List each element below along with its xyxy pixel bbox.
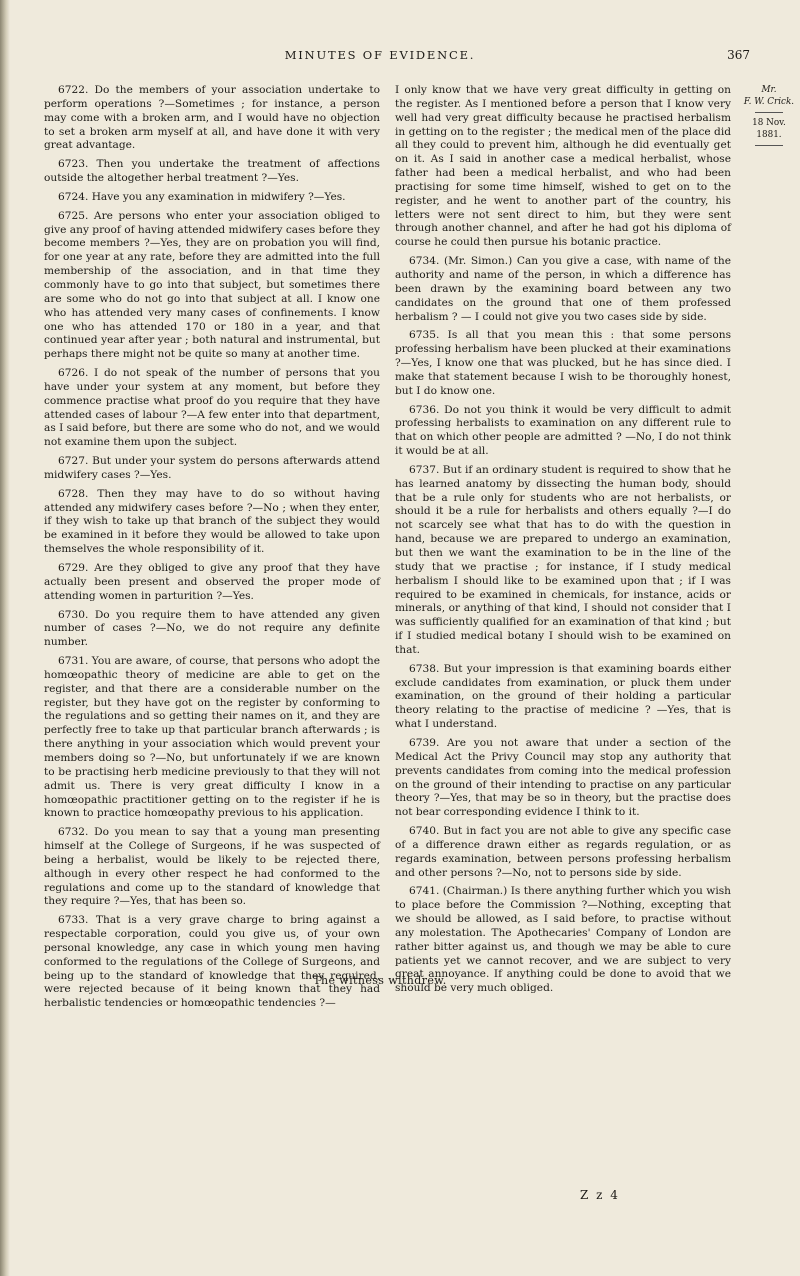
- page-binding-edge: [0, 0, 10, 1276]
- paragraph: 6729. Are they obliged to give any proof that they have actually been present and observed the proper mode of attending women in parturition ?—Yes.: [44, 562, 380, 602]
- paragraph: 6733. That is a very grave charge to bring against a respectable corporation, could you give us, of your own personal knowledge, any case in which young men having conformed to the regulations of the College of Surgeons, and being up to the standard of knowledge that they required, were rejected because of it being known that they had herbalistic tendencies or homœopathic tendencies ?—: [44, 914, 380, 1010]
- witness-date: 18 Nov. 1881.: [752, 118, 786, 140]
- paragraph: 6735. Is all that you mean this : that some persons professing herbalism have been plucked at their examinations ?—Yes, I know one that was plucked, but he has since died. I make that statement because I wish to be thoroughly honest, but I do know one.: [395, 329, 731, 397]
- divider: [755, 112, 783, 113]
- page-header: [0, 48, 800, 68]
- paragraph: 6732. Do you mean to say that a young man presenting himself at the College of Surgeons, if he was suspected of being a herbalist, would be likely to be rejected there, although in every other respect he had conformed to the regulations and come up to the standard of knowledge that they require ?—Yes, that has been so.: [44, 826, 380, 908]
- paragraph: 6737. But if an ordinary student is required to show that he has learned anatomy by dissecting the human body, should that be a rule only for students who are not herbalists, or should it be a rule for herbalists and others equally ?—I do not scarcely see what that has to do with the question in hand, because we are prepared to undergo an examination, but then we want the examination to be in the line of the study that we practise ; for instance, if I study medical herbalism I should like to be examined upon that ; if I was required to be examined in chemicals, for instance, acids or minerals, or anything of that kind, I should not consider that I was sufficiently qualified for an examination of that kind ; but if I studied medical botany I should wish to be examined on that.: [395, 463, 731, 656]
- paragraph: 6741. (Chairman.) Is there anything further which you wish to place before the Commission ?—Nothing, excepting that we should be allowed, as I said before, to practise without any molestation. The Apothecaries' Company of London are rather bitter against us, and though we may be able to cure patients yet we cannot recover, and we are subject to very great annoyance. If anything could be done to avoid that we should be very much obliged.: [395, 885, 731, 995]
- signature-mark: Z z 4: [580, 1188, 620, 1202]
- divider: [755, 145, 783, 146]
- paragraph: 6724. Have you any examination in midwifery ?—Yes.: [58, 190, 346, 203]
- closing-line: The witness withdrew.: [313, 974, 447, 987]
- margin-note: [740, 84, 798, 150]
- paragraph: 6727. But under your system do persons afterwards attend midwifery cases ?—Yes.: [44, 455, 380, 481]
- running-title: MINUTES OF EVIDENCE.: [284, 48, 476, 62]
- paragraph: 6731. You are aware, of course, that persons who adopt the homœopathic theory of medicine are able to get on the register, and that there are a considerable number on the register, but they have got on the register by conforming to the regulations and so getting their names on it, and they are perfectly free to take up that particular branch afterwards ; is there anything in your association which would prevent your members doing so ?—No, but unfortunately if we are known to be practising herb medicine previously to that they will not admit us. There is very great difficulty I know in a homœopathic practitioner getting on to the register if he is known to practice homœopathy previous to his application.: [44, 655, 380, 820]
- right-column: [395, 84, 731, 1001]
- witness-name: F. W. Crick.: [743, 97, 795, 107]
- paragraph: 6726. I do not speak of the number of persons that you have under your system at any moment, but before they commence practise what proof do you require that they have attended cases of labour ?—A few enter into that department, as I said before, but there are some who do not, and we would not examine them upon the subject.: [44, 367, 380, 449]
- witness-title: Mr.: [761, 85, 777, 95]
- paragraph: 6739. Are you not aware that under a section of the Medical Act the Privy Council may stop any authority that prevents candidates from coming into the medical profession on the ground of their intending to practise on any particular theory ?—Yes, that may be so in theory, but the practise does not bear corresponding evidence I think to it.: [395, 736, 731, 819]
- paragraph: 6725. Are persons who enter your association obliged to give any proof of having attended midwifery cases before they become members ?—Yes, they are on probation you will find, for one year at any rate, before they are admitted into the full membership of the association, and in that time they commonly have to go into that subject, but sometimes there are some who do not go into that subject at all. I know one who has attended very many cases of confinements. I know one who has attended 170 or 180 in a year, and that continued year after year ; both natural and instrumental, but perhaps there might not be quite so many at another time.: [44, 209, 380, 361]
- paragraph: 6740. But in fact you are not able to give any specific case of a difference drawn either as regards regulation, or as regards examination, between persons professing herbalism and other persons ?—No, not to persons side by side.: [395, 825, 731, 879]
- paragraph: 6730. Do you require them to have attended any given number of cases ?—No, we do not require any definite number.: [44, 608, 380, 649]
- paragraph: 6738. But your impression is that examining boards either exclude candidates from examination, or pluck them under examination, on the ground of their holding a particular theory relating to the practise of medicine ? —Yes, that is what I understand.: [395, 662, 731, 731]
- paragraph: 6734. (Mr. Simon.) Can you give a case, with name of the authority and name of the person, in which a difference has been drawn by the examining board between any two candidates on the ground that one of them professed herbalism ? — I could not give you two cases side by side.: [395, 255, 731, 323]
- paragraph: 6728. Then they may have to do so without having attended any midwifery cases before ?—No ; when they enter, if they wish to take up that branch of the subject they would be examined in it before they would be allowed to take upon themselves the whole responsibility of it.: [44, 487, 380, 556]
- paragraph: 6723. Then you undertake the treatment of affections outside the altogether herbal treatment ?—Yes.: [44, 158, 380, 185]
- left-column: [44, 84, 380, 1016]
- paragraph: 6722. Do the members of your association undertake to perform operations ?—Sometimes ; for instance, a person may come with a broken arm, and I would have no objection to set a broken arm myself at all, and have done it with very great advantage.: [44, 84, 380, 152]
- page-number: 367: [727, 48, 750, 62]
- paragraph: 6736. Do not you think it would be very difficult to admit professing herbalists to examination on any different rule to that on which other people are admitted ? —No, I do not think it would be at all.: [395, 403, 731, 458]
- paragraph-continued: I only know that we have very great difficulty in getting on the register. As I mentioned before a person that I know very well had very great difficulty because he practised herbalism in getting on to the register ; the medical men of the place did all they could to prevent him, although he did eventually get on it. As I said in another case a medical herbalist, whose father had been a medical herbalist, and who had been practising for some time himself, wished to get on to the register, and he went to another part of the country, his letters were not sent direct to him, but they were sent through another channel, and after he had got his diploma of course he could then pursue his botanic practice.: [395, 84, 731, 249]
